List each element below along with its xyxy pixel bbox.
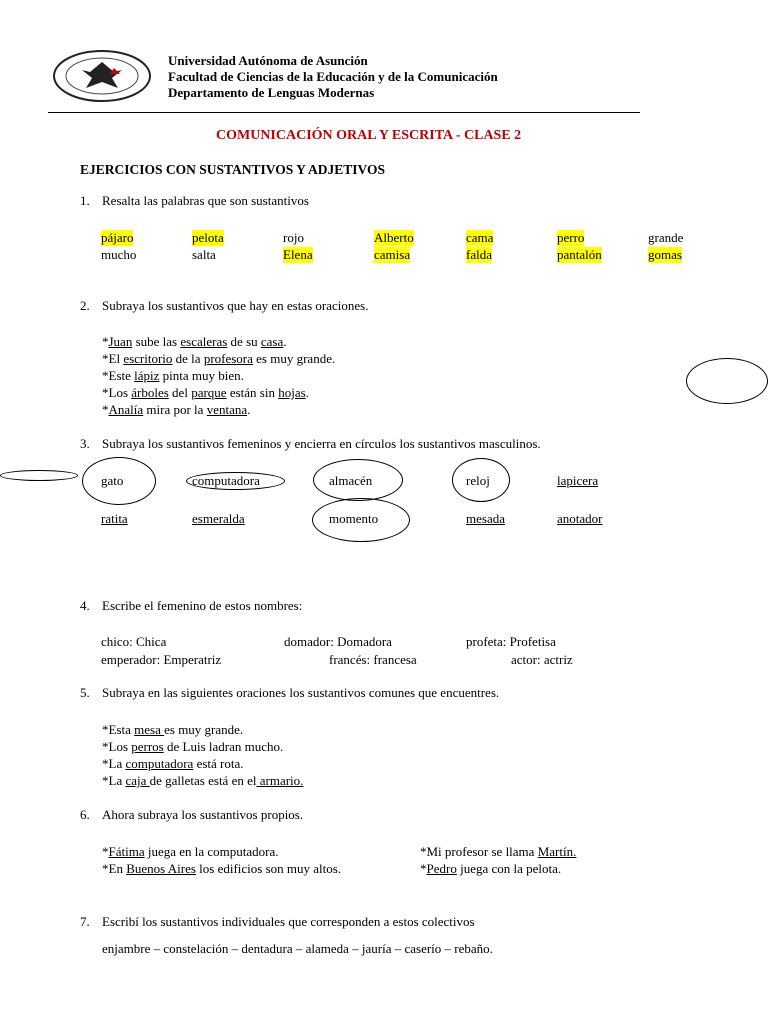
sentence: *La caja de galletas está en el armario. <box>102 773 304 788</box>
word-cell: mucho <box>101 247 137 262</box>
collective-list: enjambre – constelación – dentadura – alameda – jauría – caserío – rebaño. <box>102 941 493 956</box>
ex5-instruction: Subraya en las siguientes oraciones los sustantivos comunes que encuentres. <box>102 685 500 700</box>
sentence: *Los árboles del parque están sin hojas. <box>102 385 309 400</box>
word-cell: salta <box>192 247 216 262</box>
answer-cell: actor: actriz <box>511 652 573 667</box>
sentence: *El escritorio de la profesora es muy grande. <box>102 351 336 366</box>
page-title: COMUNICACIÓN ORAL Y ESCRITA - CLASE 2 <box>216 128 522 143</box>
sentence: *Fátima juega en la computadora. <box>102 844 279 859</box>
answer-cell: domador: Domadora <box>284 634 392 649</box>
word-cell: Elena <box>283 247 313 262</box>
word-cell: Alberto <box>374 230 414 245</box>
word-cell: anotador <box>557 511 603 526</box>
word-cell: mesada <box>466 511 505 526</box>
sentence: *Mi profesor se llama Martín. <box>420 844 577 859</box>
ex3-number: 3. <box>80 436 90 451</box>
ex5-number: 5. <box>80 685 90 700</box>
ex2-number: 2. <box>80 298 90 313</box>
word-cell: pantalón <box>557 247 602 262</box>
sentence: *Juan sube las escaleras de su casa. <box>102 334 287 349</box>
sentence: *Este lápiz pinta muy bien. <box>102 368 244 383</box>
word-cell: ratita <box>101 511 128 526</box>
word-cell: lapicera <box>557 473 599 488</box>
ex1-number: 1. <box>80 193 90 208</box>
ex3-instruction: Subraya los sustantivos femeninos y encierra en círculos los sustantivos masculinos. <box>102 436 541 451</box>
answer-cell: chico: Chica <box>101 634 167 649</box>
answer-cell: francés: francesa <box>329 652 417 667</box>
word-cell: perro <box>557 230 585 245</box>
ex1-instruction: Resalta las palabras que son sustantivos <box>102 193 309 208</box>
word-cell: momento <box>329 511 379 526</box>
sentence: *Pedro juega con la pelota. <box>420 861 562 876</box>
ex6-number: 6. <box>80 807 90 822</box>
faculty-name: Facultad de Ciencias de la Educación y de la Comunicación <box>168 69 498 84</box>
circle-shape <box>0 470 78 481</box>
ex6-instruction: Ahora subraya los sustantivos propios. <box>102 807 304 822</box>
word-cell: almacén <box>329 473 373 488</box>
word-cell: computadora <box>192 473 260 488</box>
sentence: *En Buenos Aires los edificios son muy altos. <box>102 861 342 876</box>
word-cell: reloj <box>466 473 490 488</box>
sentence: *Los perros de Luis ladran mucho. <box>102 739 284 754</box>
ex2-instruction: Subraya los sustantivos que hay en estas oraciones. <box>102 298 369 313</box>
word-cell: esmeralda <box>192 511 245 526</box>
sentence: *La computadora está rota. <box>102 756 244 771</box>
ex4-number: 4. <box>80 598 90 613</box>
ex4-instruction: Escribe el femenino de estos nombres: <box>102 598 303 613</box>
word-cell: pelota <box>192 230 224 245</box>
word-cell: falda <box>466 247 492 262</box>
ex7-instruction: Escribí los sustantivos individuales que corresponden a estos colectivos <box>102 914 475 929</box>
answer-cell: emperador: Emperatriz <box>101 652 222 667</box>
word-cell: rojo <box>283 230 304 245</box>
word-cell: gato <box>101 473 124 488</box>
ex7-number: 7. <box>80 914 90 929</box>
sentence: *Analía mira por la ventana. <box>102 402 251 417</box>
word-cell: cama <box>466 230 494 245</box>
department-name: Departamento de Lenguas Modernas <box>168 85 375 100</box>
word-cell: grande <box>648 230 684 245</box>
header-divider <box>48 112 640 113</box>
word-cell: camisa <box>374 247 411 262</box>
sentence: *Esta mesa es muy grande. <box>102 722 244 737</box>
word-cell: pájaro <box>101 230 134 245</box>
empty-circle-shape <box>686 358 768 404</box>
section-subtitle: EJERCICIOS CON SUSTANTIVOS Y ADJETIVOS <box>80 162 386 177</box>
answer-cell: profeta: Profetisa <box>466 634 556 649</box>
word-cell: gomas <box>648 247 682 262</box>
university-seal-logo <box>52 50 152 102</box>
university-name: Universidad Autónoma de Asunción <box>168 53 368 68</box>
